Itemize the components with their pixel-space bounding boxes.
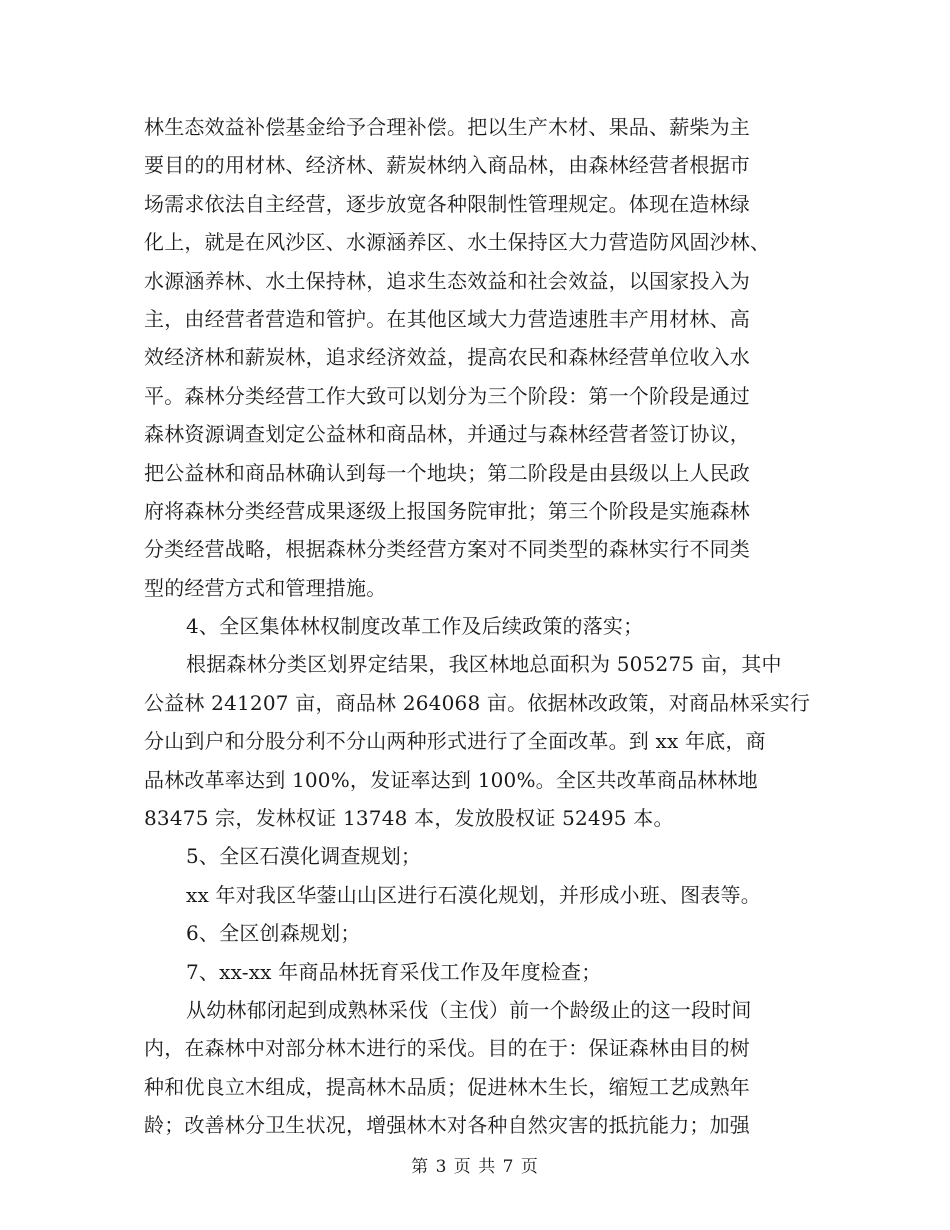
text-line: 种和优良立木组成，提高林木品质；促进林木生长，缩短工艺成熟年: [144, 1074, 750, 1099]
text-line: 分类经营战略，根据森林分类经营方案对不同类型的森林实行不同类: [144, 537, 750, 562]
text-line: 把公益林和商品林确认到每一个地块；第二阶段是由县级以上人民政: [144, 460, 750, 485]
text-line: 水源涵养林、水土保持林，追求生态效益和社会效益，以国家投入为: [144, 268, 750, 293]
text-line: 效经济林和薪炭林，追求经济效益，提高农民和森林经营单位收入水: [144, 345, 750, 370]
text-line: 分山到户和分股分利不分山两种形式进行了全面改革。到 xx 年底，商: [144, 729, 766, 754]
text-line: 6、全区创森规划；: [186, 921, 361, 946]
text-line: 品林改革率达到 100%，发证率达到 100%。全区共改革商品林林地: [144, 767, 758, 792]
text-line: 公益林 241207 亩，商品林 264068 亩。依据林改政策，对商品林采实行: [144, 690, 811, 715]
text-line: 主，由经营者营造和管护。在其他区域大力营造速胜丰产用材林、高: [144, 306, 750, 331]
text-line: 龄；改善林分卫生状况，增强林木对各种自然灾害的抵抗能力；加强: [144, 1113, 750, 1138]
text-line: 根据森林分类区划界定结果，我区林地总面积为 505275 亩，其中: [186, 652, 782, 677]
text-line: xx 年对我区华蓥山山区进行石漠化规划，并形成小班、图表等。: [186, 882, 761, 907]
text-line: 4、全区集体林权制度改革工作及后续政策的落实；: [186, 614, 644, 639]
text-line: 要目的的用材林、经济林、薪炭林纳入商品林，由森林经营者根据市: [144, 153, 750, 178]
text-line: 府将森林分类经营成果逐级上报国务院审批；第三个阶段是实施森林: [144, 498, 750, 523]
text-line: 场需求依法自主经营，逐步放宽各种限制性管理规定。体现在造林绿: [144, 191, 750, 216]
text-line: 从幼林郁闭起到成熟林采伐（主伐）前一个龄级止的这一段时间: [186, 997, 752, 1022]
text-line: 83475 宗，发林权证 13748 本，发放股权证 52495 本。: [144, 806, 674, 831]
body-text: [144, 108, 811, 1145]
text-line: 林生态效益补偿基金给予合理补偿。把以生产木材、果品、薪柴为主: [144, 115, 750, 139]
page-footer: 第 3 页 共 7 页: [411, 1157, 539, 1177]
text-line: 森林资源调查划定公益林和商品林，并通过与森林经营者签订协议，: [144, 422, 750, 447]
text-line: 平。森林分类经营工作大致可以划分为三个阶段：第一个阶段是通过: [144, 383, 750, 408]
text-line: 型的经营方式和管理措施。: [144, 575, 387, 600]
text-line: 内，在森林中对部分林木进行的采伐。目的在于：保证森林由目的树: [144, 1036, 750, 1061]
text-line: 5、全区石漠化调查规划；: [186, 844, 422, 869]
text-line: 7、xx-xx 年商品林抚育采伐工作及年度检查；: [186, 959, 602, 984]
text-line: 化上，就是在风沙区、水源涵养区、水土保持区大力营造防风固沙林、: [144, 230, 771, 255]
